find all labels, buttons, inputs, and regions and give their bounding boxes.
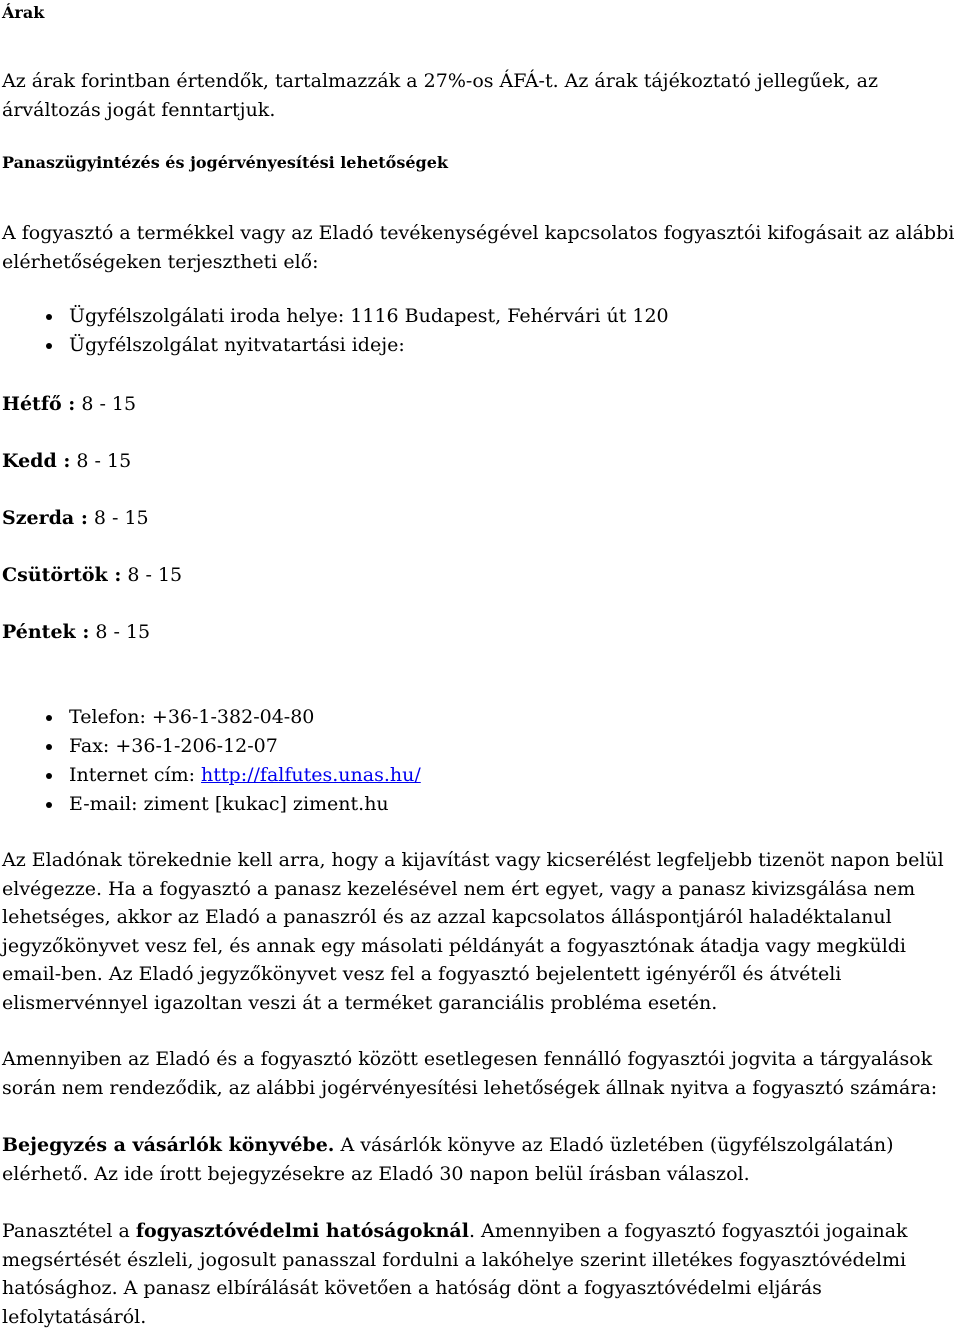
prices-text: Az árak forintban értendők, tartalmazzák a 27%-os ÁFÁ-t. Az árak tájékoztató jellegűek, az árváltozás jogát fenntartjuk. <box>2 70 878 121</box>
complaint-book-text: A vásárlók könyve az Eladó üzletében (ügyfélszolgálatán) elérhető. Az ide írott bejegyzésekre az Eladó 30 napon belül írásban válaszol. <box>2 1134 894 1185</box>
contact-phone: Telefon: +36-1-382-04-80 <box>69 706 315 728</box>
hours-tuesday <box>2 449 131 473</box>
hours-monday <box>2 392 136 416</box>
list-item <box>2 331 942 360</box>
list-item <box>2 761 942 790</box>
authority-text-start: Panasztétel a <box>2 1220 136 1242</box>
bullet-icon <box>46 314 52 320</box>
hours-wednesday <box>2 506 149 530</box>
list-item <box>2 703 942 732</box>
list-item <box>2 732 942 761</box>
list-item <box>2 302 942 331</box>
day-time: 8 - 15 <box>121 564 183 586</box>
complaint-book-title: Bejegyzés a vásárlók könyvébe. <box>2 1134 335 1156</box>
contact-fax: Fax: +36-1-206-12-07 <box>69 735 278 757</box>
complaint-book-paragraph <box>2 1131 958 1188</box>
hours-friday <box>2 620 150 644</box>
dispute-paragraph: Amennyiben az Eladó és a fogyasztó között esetlegesen fennálló fogyasztói jogvita a tárgyalások során nem rendeződik, az alábbi jogérvényesítési lehetőségek állnak nyitva a fogyasztó számára: <box>2 1048 938 1099</box>
authority-bold: fogyasztóvédelmi hatóságoknál <box>135 1220 469 1242</box>
bullet-icon <box>46 773 52 779</box>
contact-web-label: Internet cím: <box>69 764 202 786</box>
bullet-icon <box>46 343 52 349</box>
office-location: Ügyfélszolgálati iroda helye: 1116 Budapest, Fehérvári út 120 <box>69 305 669 327</box>
day-time: 8 - 15 <box>87 507 149 529</box>
day-label: Szerda : <box>2 507 88 529</box>
authority-text-rest: . Amennyiben a fogyasztó fogyasztói jogainak megsértését észleli, jogosult panasszal fordulni a lakóhelye szerint illetékes fogyasztóvédelmi hatósághoz. A panasz elbírálását követően a hatóság dönt a fogyasztóvédelmi eljárás lefolytatásáról. <box>2 1220 908 1328</box>
contact-email: E-mail: ziment [kukac] ziment.hu <box>69 793 389 815</box>
office-hours-label: Ügyfélszolgálat nyitvatartási ideje: <box>69 334 405 356</box>
day-label: Hétfő : <box>2 393 76 415</box>
hours-thursday <box>2 563 182 587</box>
day-time: 8 - 15 <box>89 621 151 643</box>
bullet-icon <box>46 715 52 721</box>
complaints-intro: A fogyasztó a termékkel vagy az Eladó tevékenységével kapcsolatos fogyasztói kifogásait az alábbi elérhetőségeken terjesztheti elő: <box>2 222 955 273</box>
day-label: Péntek : <box>2 621 90 643</box>
prices-heading: Árak <box>2 3 45 22</box>
day-label: Kedd : <box>2 450 71 472</box>
day-time: 8 - 15 <box>70 450 132 472</box>
authority-paragraph <box>2 1217 958 1331</box>
bullet-icon <box>46 744 52 750</box>
day-time: 8 - 15 <box>75 393 137 415</box>
bullet-icon <box>46 802 52 808</box>
repair-paragraph: Az Eladónak törekednie kell arra, hogy a kijavítást vagy kicserélést legfeljebb tizenöt napon belül elvégezze. Ha a fogyasztó a panasz kezelésével nem ért egyet, vagy a panasz kivizsgálása nem lehetséges, akkor az Eladó a panaszról és az azzal kapcsolatos álláspontjáról haladéktalanul jegyzőkönyvet vesz fel, és annak egy másolati példányát a fogyasztónak átadja vagy megküldi email-ben. Az Eladó jegyzőkönyvet vesz fel a fogyasztó bejelentett igényéről és átvételi elismervénnyel igazoltan veszi át a terméket garanciális probléma esetén. <box>2 849 944 1014</box>
day-label: Csütörtök : <box>2 564 122 586</box>
website-link[interactable]: http://falfutes.unas.hu/ <box>201 764 421 786</box>
office-list <box>2 302 942 360</box>
list-item <box>2 790 942 819</box>
complaints-heading: Panaszügyintézés és jogérvényesítési lehetőségek <box>2 153 448 172</box>
contact-list <box>2 703 942 819</box>
